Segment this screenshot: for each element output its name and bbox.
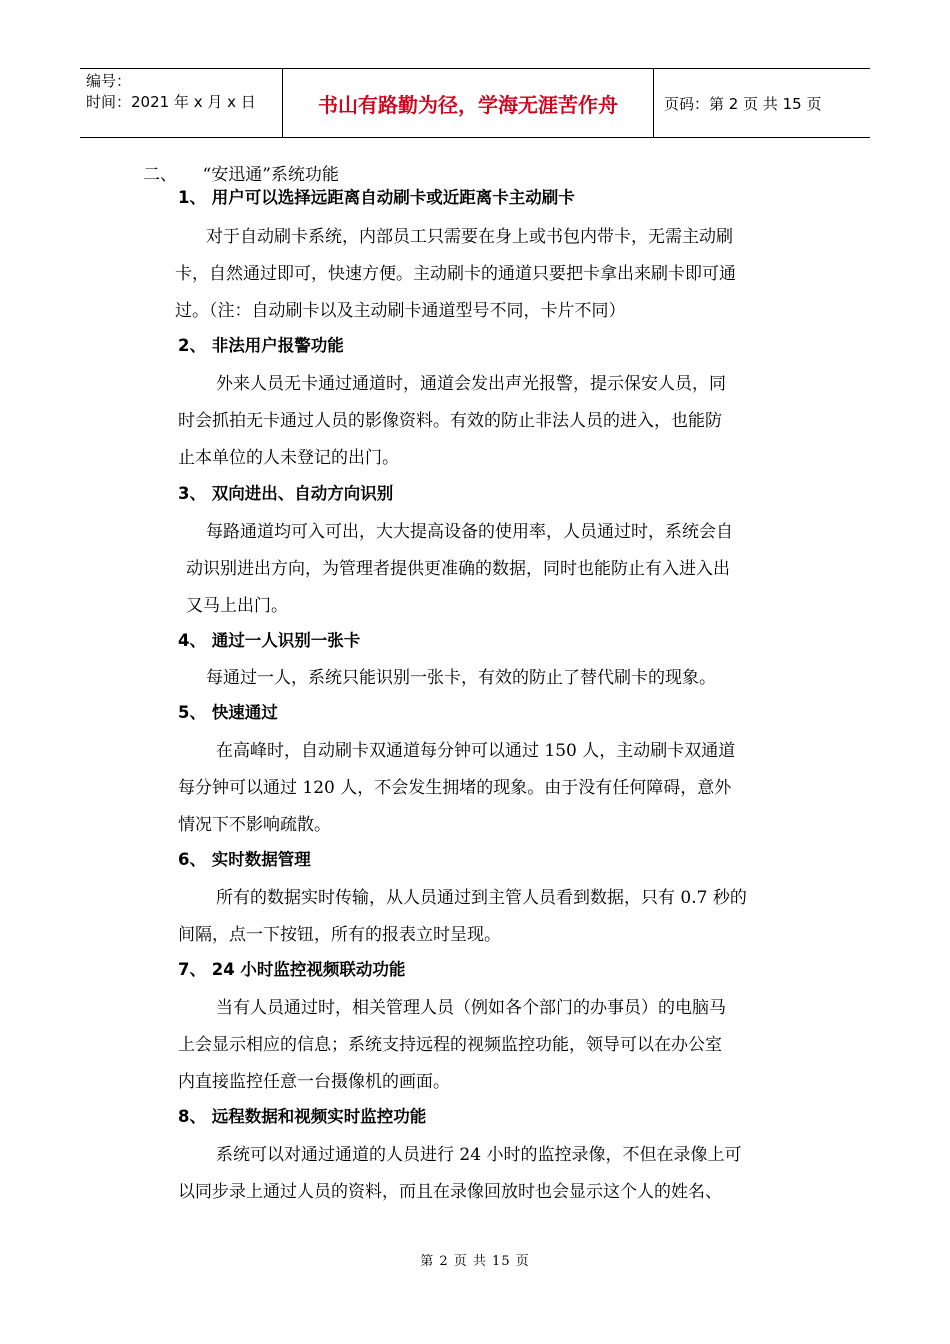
paragraph-line: 止本单位的人未登记的出门。 bbox=[178, 448, 399, 468]
paragraph-line: 内直接监控任意一台摄像机的画面。 bbox=[178, 1072, 450, 1092]
paragraph-line: 当有人员通过时，相关管理人员（例如各个部门的办事员）的电脑马 bbox=[216, 998, 726, 1018]
paragraph-line: 每分钟可以通过 120 人，不会发生拥堵的现象。由于没有任何障碍，意外 bbox=[178, 778, 732, 798]
paragraph-line: 所有的数据实时传输，从人员通过到主管人员看到数据，只有 0.7 秒的 bbox=[216, 888, 747, 908]
item-heading: 4、 通过一人识别一张卡 bbox=[178, 631, 361, 650]
item-heading: 3、 双向进出、自动方向识别 bbox=[178, 484, 394, 503]
header-meta bbox=[80, 69, 282, 137]
paragraph-line: 动识别进出方向，为管理者提供更准确的数据，同时也能防止有入进入出 bbox=[186, 559, 730, 579]
item-heading: 2、 非法用户报警功能 bbox=[178, 336, 344, 355]
paragraph-line: 在高峰时，自动刷卡双通道每分钟可以通过 150 人，主动刷卡双通道 bbox=[216, 741, 736, 761]
paragraph-line: 外来人员无卡通过通道时，通道会发出声光报警，提示保安人员，同 bbox=[216, 374, 726, 394]
paragraph-line: 系统可以对通过通道的人员进行 24 小时的监控录像，不但在录像上可 bbox=[216, 1145, 742, 1165]
number-label: 编号： bbox=[86, 72, 132, 90]
paragraph-line: 卡，自然通过即可，快速方便。主动刷卡的通道只要把卡拿出来刷卡即可通 bbox=[175, 264, 736, 284]
header-motto: 书山有路勤为径，学海无涯苦作舟 bbox=[282, 69, 654, 137]
section-title: 二、 “安迅通”系统功能 bbox=[143, 165, 339, 185]
header-page-info: 页码：第 2 页 共 15 页 bbox=[664, 94, 822, 113]
time-label: 时间：2021 年 x 月 x 日 bbox=[86, 93, 256, 111]
paragraph-line: 时会抓拍无卡通过人员的影像资料。有效的防止非法人员的进入，也能防 bbox=[178, 411, 722, 431]
paragraph-line: 过。（注：自动刷卡以及主动刷卡通道型号不同，卡片不同） bbox=[175, 301, 626, 321]
paragraph-line: 上会显示相应的信息；系统支持远程的视频监控功能，领导可以在办公室 bbox=[178, 1035, 722, 1055]
paragraph-line: 又马上出门。 bbox=[186, 596, 288, 616]
item-heading: 7、 24 小时监控视频联动功能 bbox=[178, 960, 406, 979]
page-header bbox=[80, 68, 870, 138]
paragraph-line: 对于自动刷卡系统，内部员工只需要在身上或书包内带卡，无需主动刷 bbox=[206, 227, 733, 247]
paragraph-line: 每路通道均可入可出，大大提高设备的使用率，人员通过时，系统会自 bbox=[206, 522, 733, 542]
paragraph-line: 情况下不影响疏散。 bbox=[178, 815, 331, 835]
paragraph-line: 每通过一人，系统只能识别一张卡，有效的防止了替代刷卡的现象。 bbox=[206, 668, 716, 688]
paragraph-line: 间隔，点一下按钮，所有的报表立时呈现。 bbox=[178, 925, 501, 945]
item-heading: 8、 远程数据和视频实时监控功能 bbox=[178, 1107, 427, 1126]
item-heading: 5、 快速通过 bbox=[178, 703, 278, 722]
page-footer: 第 2 页 共 15 页 bbox=[420, 1254, 530, 1269]
item-heading: 1、 用户可以选择远距离自动刷卡或近距离卡主动刷卡 bbox=[178, 188, 575, 207]
item-heading: 6、 实时数据管理 bbox=[178, 850, 311, 869]
paragraph-line: 以同步录上通过人员的资料，而且在录像回放时也会显示这个人的姓名、 bbox=[178, 1182, 722, 1202]
